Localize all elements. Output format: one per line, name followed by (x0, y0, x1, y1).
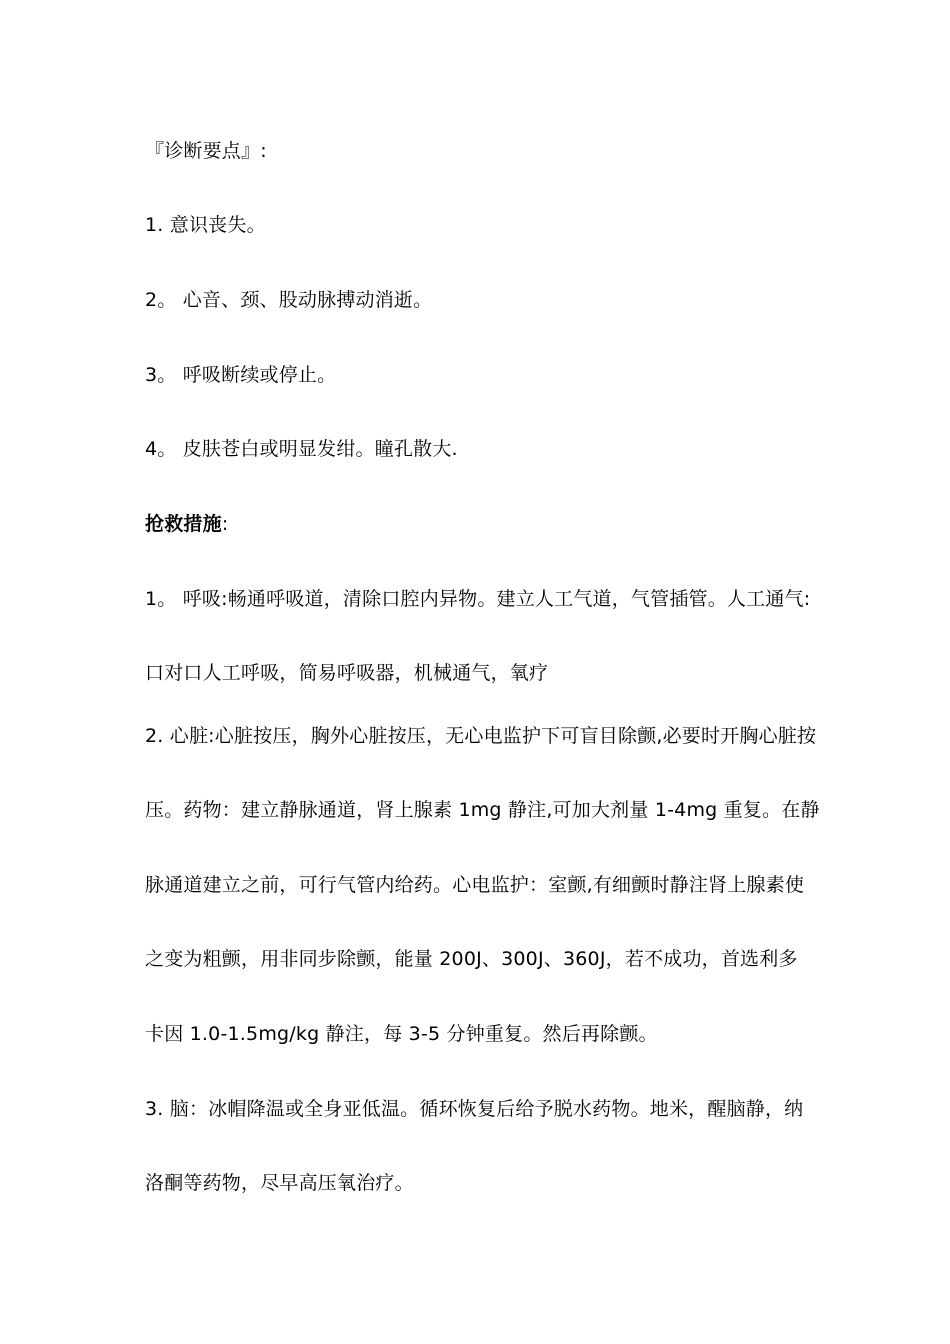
rescue-line-1: 1。 呼吸:畅通呼吸道，清除口腔内异物。建立人工气道，气管插管。人工通气: (145, 588, 811, 610)
rescue-line-9: 洛酮等药物，尽早高压氧治疗。 (145, 1172, 414, 1194)
diagnosis-item-3: 3。 呼吸断续或停止。 (145, 364, 337, 386)
rescue-heading-colon: : (221, 513, 229, 535)
diagnosis-item-2: 2。 心音、颈、股动脉搏动消逝。 (145, 289, 433, 311)
rescue-heading: 抢救措施 (145, 513, 222, 535)
diagnosis-heading: 『诊断要点』: (145, 140, 267, 162)
rescue-line-7: 卡因 1.0-1.5mg/kg 静注，每 3-5 分钟重复。然后再除颤。 (145, 1023, 658, 1045)
rescue-line-4: 压。药物：建立静脉通道，肾上腺素 1mg 静注,可加大剂量 1-4mg 重复。在静 (145, 799, 820, 821)
rescue-line-2: 口对口人工呼吸，简易呼吸器，机械通气，氧疗 (145, 662, 549, 684)
rescue-line-5: 脉通道建立之前，可行气管内给药。心电监护：室颤,有细颤时静注肾上腺素使 (145, 874, 805, 896)
diagnosis-item-1: 1. 意识丧失。 (145, 214, 266, 236)
rescue-line-3: 2. 心脏:心脏按压，胸外心脏按压，无心电监护下可盲目除颤,必要时开胸心脏按 (145, 725, 817, 747)
rescue-line-6: 之变为粗颤，用非同步除颤，能量 200J、300J、360J，若不成功，首选利多 (145, 948, 798, 970)
diagnosis-item-4: 4。 皮肤苍白或明显发绀。瞳孔散大. (145, 438, 458, 460)
rescue-heading-line (145, 511, 845, 537)
rescue-line-8: 3. 脑：冰帽降温或全身亚低温。循环恢复后给予脱水药物。地米，醒脑静，纳 (145, 1098, 804, 1120)
